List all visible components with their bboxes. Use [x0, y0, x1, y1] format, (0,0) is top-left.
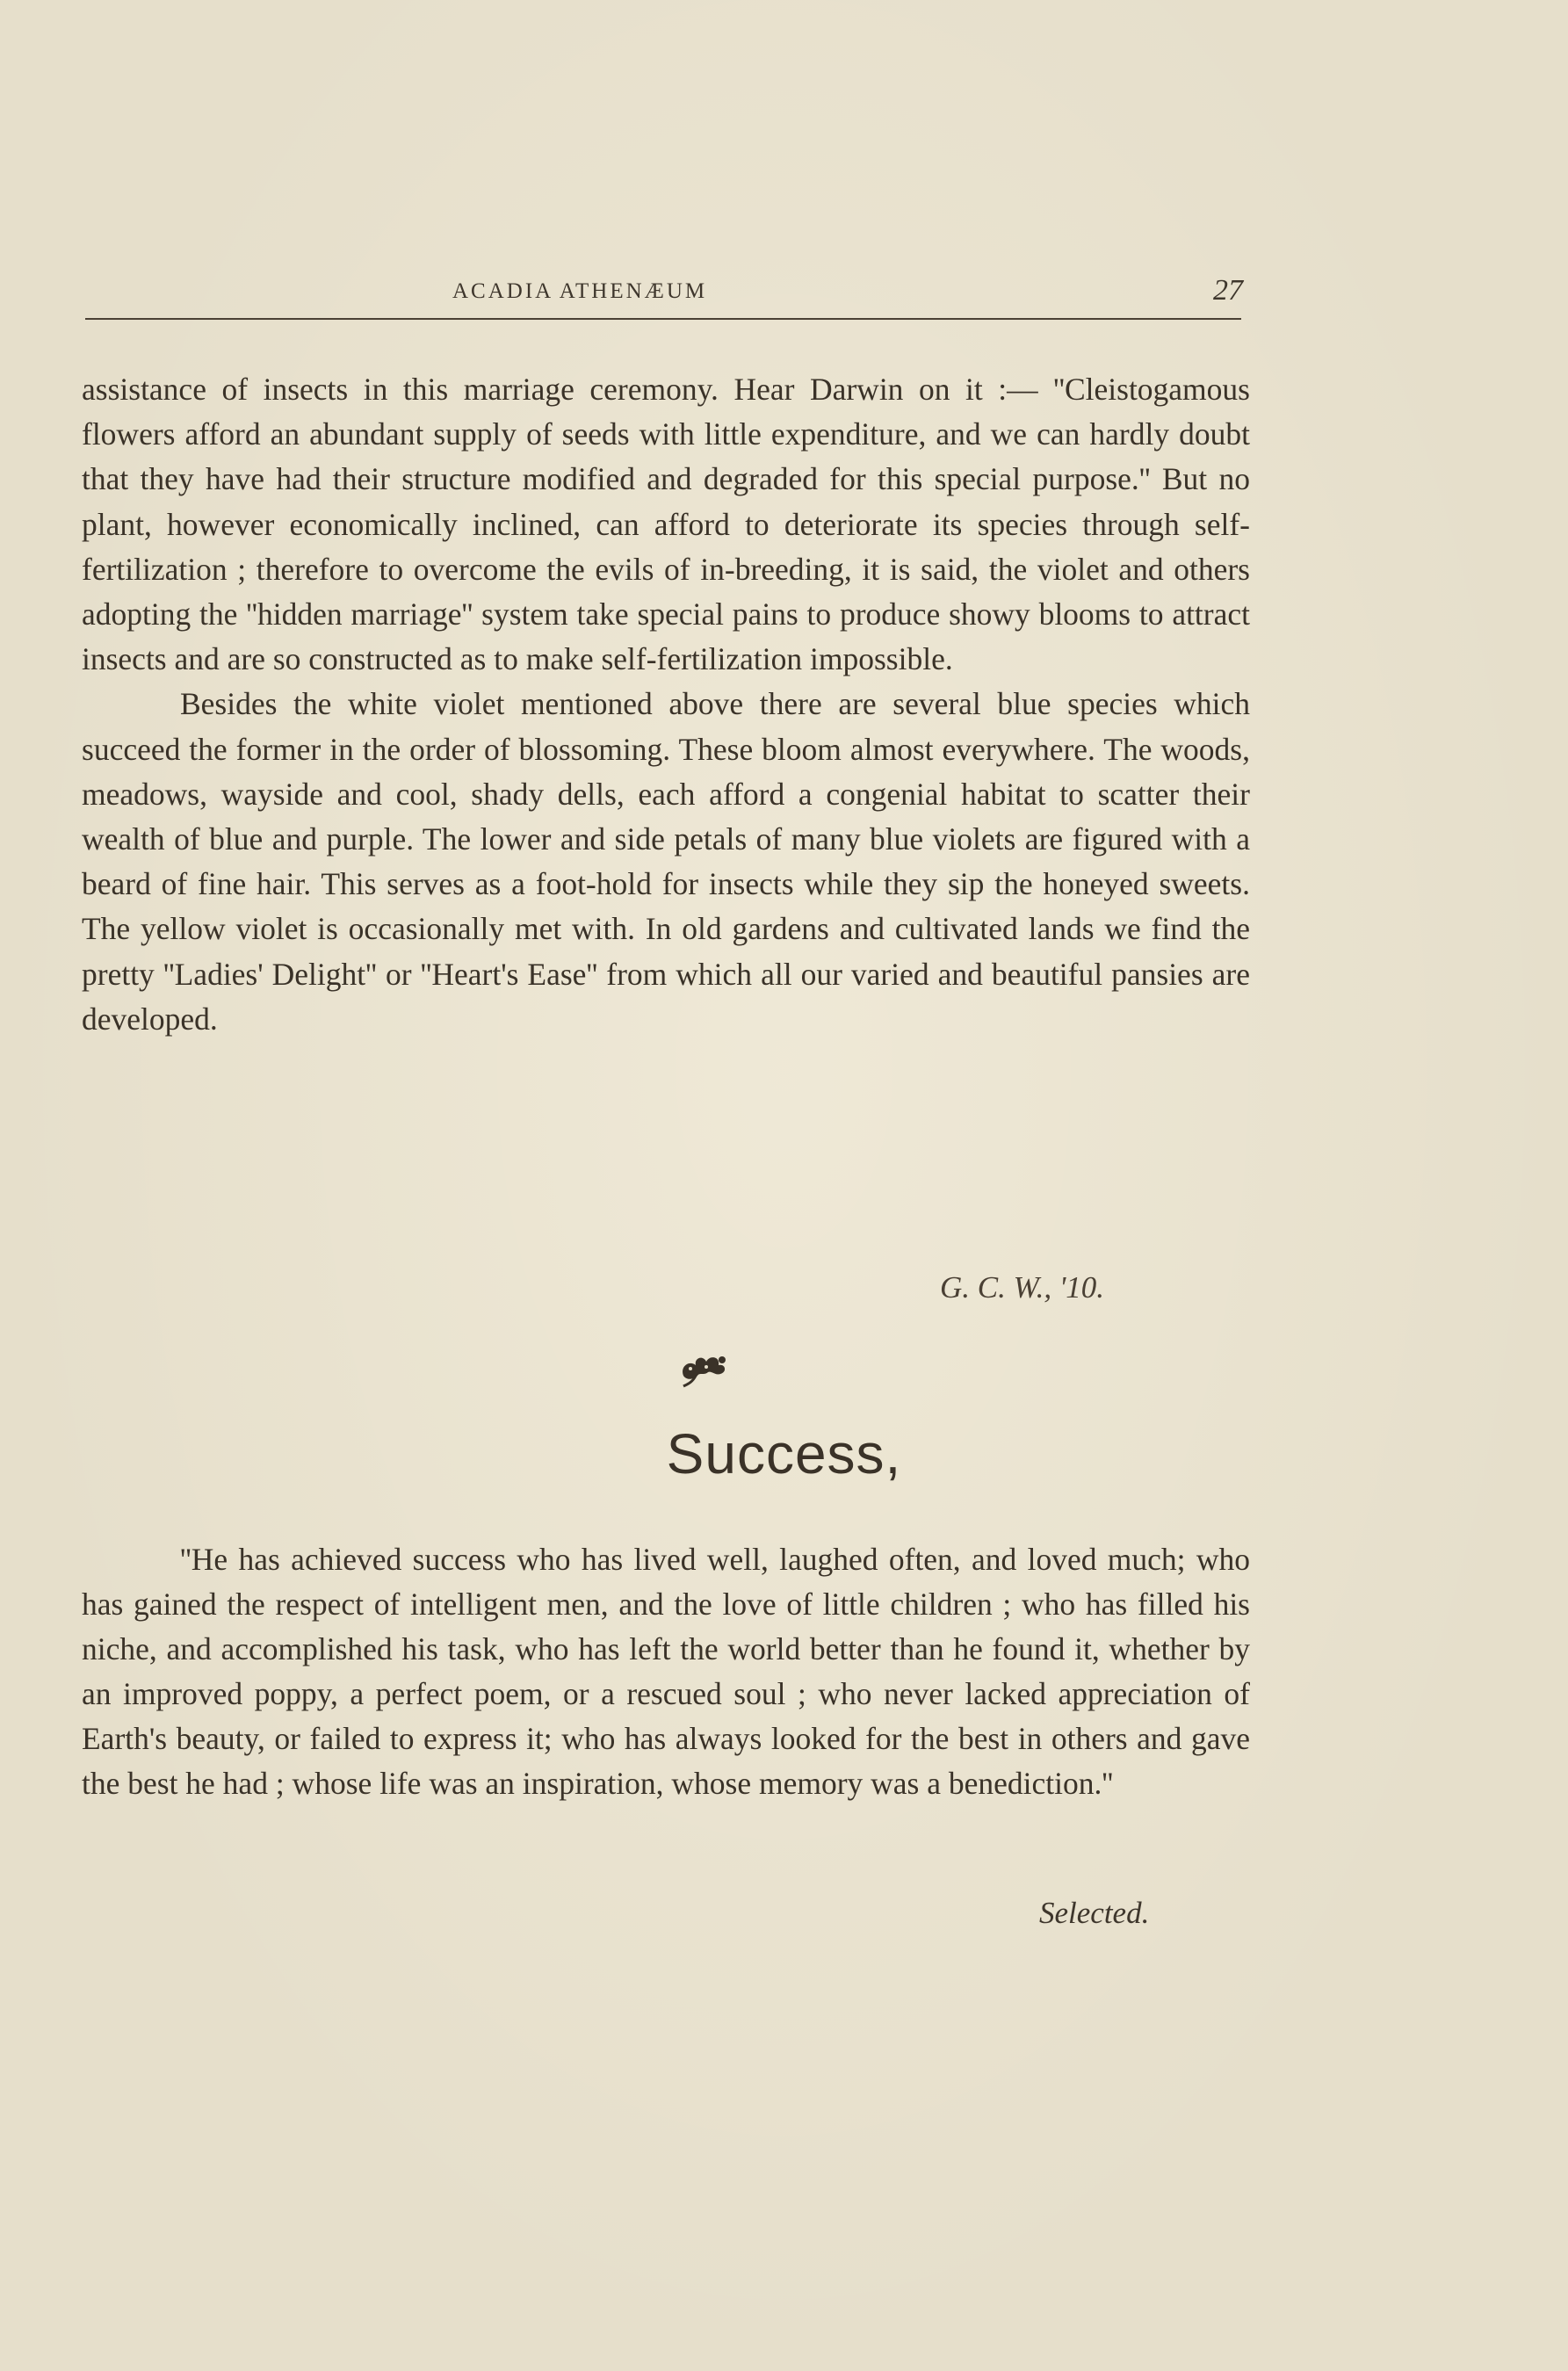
- section-title: Success,: [666, 1422, 902, 1485]
- article-paragraph: assistance of insects in this marriage ceremony. Hear Darwin on it :— ''Cleistogamous flowers afford an abundant supply of seeds with little expenditure, and we can hardly doubt that they have had their structure modified and degraded for this special purpose.'' But no plant, however economically inclined, can afford to deteriorate its species through self-fertilization ; therefore to overcome the evils of in-breeding, it is said, the violet and others adopting the ''hidden marriage'' system take special pains to produce showy blooms to attract insects and are so constructed as to make self-fertilization impossible.: [82, 372, 1250, 677]
- article-signature: G. C. W., '10.: [940, 1270, 1105, 1305]
- article-body: [82, 367, 1250, 1042]
- fleuron-icon: [676, 1349, 729, 1388]
- header-rule: [85, 318, 1241, 320]
- page-number: 27: [1213, 274, 1243, 307]
- article-paragraph: Besides the white violet mentioned above there are several blue species which succeed the former in the order of blossoming. These bloom almost everywhere. The woods, meadows, wayside and cool, shady dells, each afford a congenial habitat to scatter their wealth of blue and purple. The lower and side petals of many blue violets are figured with a beard of fine hair. This serves as a foot-hold for insects while they sip the honeyed sweets. The yellow violet is occasionally met with. In old gardens and cultivated lands we find the pretty ''Ladies' Delight'' or ''Heart's Ease'' from which all our varied and beautiful pansies are developed.: [82, 686, 1250, 1037]
- running-title: ACADIA ATHENÆUM: [452, 279, 708, 303]
- section-credit: Selected.: [1039, 1896, 1150, 1930]
- section-quote: ''He has achieved success who has lived well, laughed often, and loved much; who has gained the respect of intelligent men, and the love of little children ; who has filled his niche, and accomplished his task, who has left the world better than he found it, whether by an improved poppy, a perfect poem, or a rescued soul ; who never lacked appreciation of Earth's beauty, or failed to express it; who has always looked for the best in others and gave the best he had ; whose life was an inspiration, whose memory was a benediction.'': [82, 1542, 1250, 1801]
- running-head: [83, 274, 1243, 314]
